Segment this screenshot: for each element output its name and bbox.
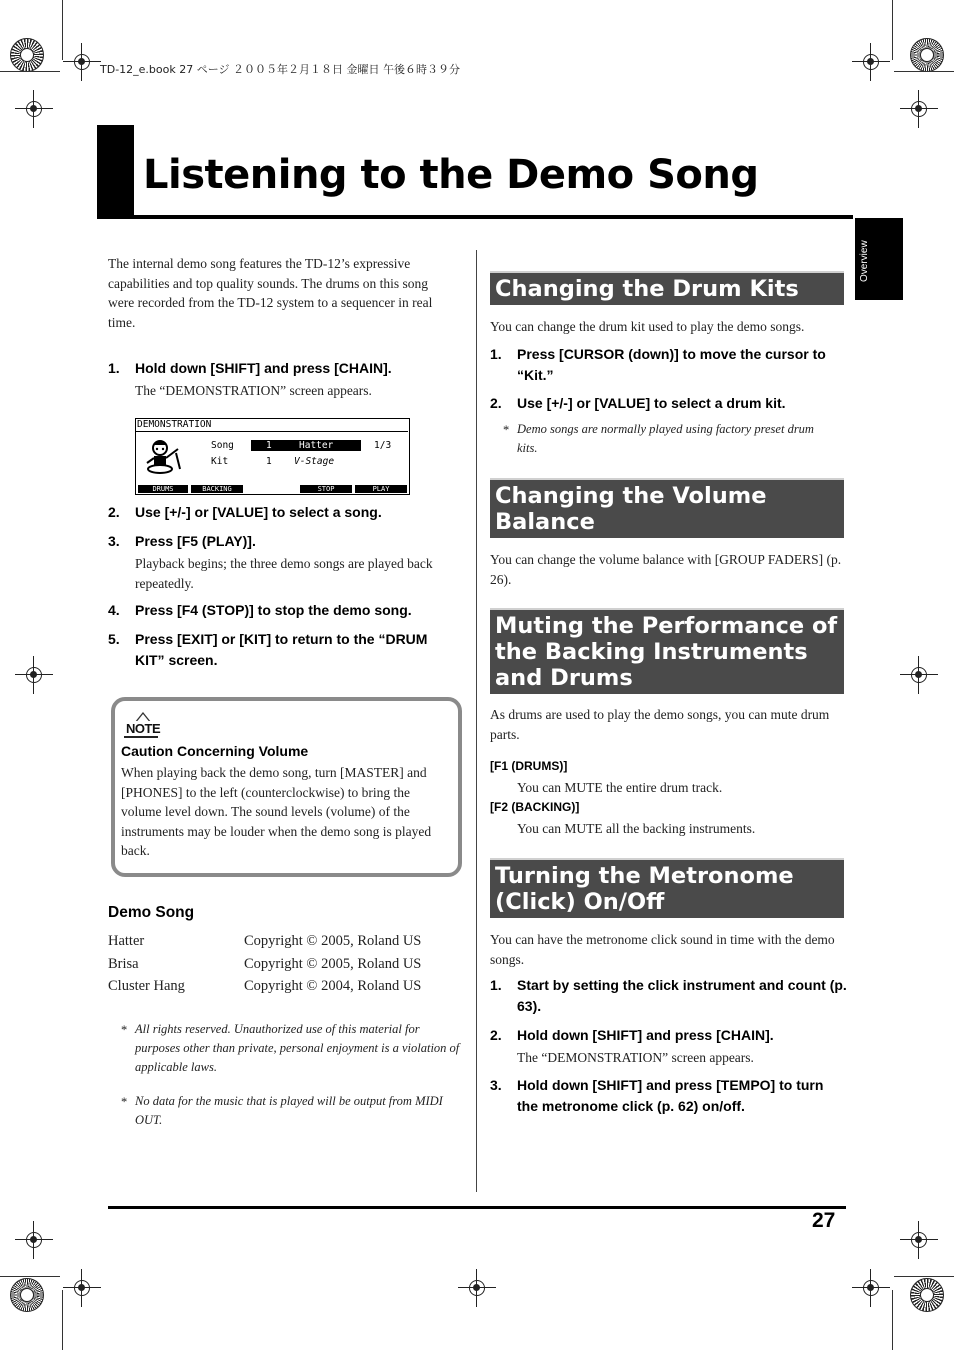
step-text: Press [EXIT] or [KIT] to return to the “DRUM KIT” screen.: [135, 631, 428, 668]
demo-song-heading: Demo Song: [108, 904, 195, 921]
crop-mark: [0, 1276, 60, 1277]
lcd-fkey-stop: STOP: [300, 485, 352, 493]
step-detail: The “DEMONSTRATION” screen appears.: [517, 1050, 754, 1065]
lcd-fkey-backing: BACKING: [191, 485, 243, 493]
section-heading: [490, 858, 844, 918]
page-number: 27: [812, 1209, 836, 1232]
lcd-fkey-drums: DRUMS: [138, 485, 188, 493]
note-heading: Caution Concerning Volume: [121, 743, 309, 759]
demo-song-row: [108, 930, 453, 953]
crosshair-mark-icon: [468, 1279, 486, 1297]
crosshair-mark-icon: [862, 53, 880, 71]
note-body: When playing back the demo song, turn [MASTER] and [PHONES] to the left (counterclockwise) to bring the volume level down. The sound levels (volume) of the instruments may be louder when the demo song is played back.: [121, 765, 432, 858]
title-rule: [97, 215, 853, 219]
demo-song-row: [108, 953, 453, 976]
side-tab-label: Overview: [859, 240, 870, 282]
crop-mark: [62, 0, 63, 60]
footnote-rights: All rights reserved. Unauthorized use of this material for purposes other than private, personal enjoyment is a violation of applicable laws.: [135, 1022, 460, 1074]
function-key-description: You can MUTE the entire drum track.: [517, 780, 723, 795]
crop-mark: [892, 0, 893, 60]
demo-song-list: [108, 930, 453, 998]
section-intro: You can change the volume balance with [GROUP FADERS] (p. 26).: [490, 552, 842, 587]
lcd-fkey-play: PLAY: [355, 485, 407, 493]
crosshair-mark-icon: [910, 666, 928, 684]
demo-song-name: Hatter: [108, 933, 145, 949]
crop-mark: [894, 71, 954, 72]
step-text: Start by setting the click instrument and count (p. 63).: [517, 977, 847, 1014]
section-heading: [490, 608, 844, 694]
demo-song-copyright: Copyright © 2004, Roland US: [244, 978, 422, 994]
crop-mark: [0, 71, 60, 72]
lcd-demonstration-screen: [135, 418, 410, 495]
step-detail: The “DEMONSTRATION” screen appears.: [135, 383, 372, 398]
step-number: 2.: [490, 395, 502, 411]
step-number: 3.: [108, 533, 120, 549]
step-text: Press [F5 (PLAY)].: [135, 533, 256, 549]
registration-rosette-icon: [910, 38, 944, 72]
step-text: Hold down [SHIFT] and press [CHAIN].: [517, 1027, 774, 1043]
lcd-song-count: 1/3: [374, 440, 392, 451]
section-intro: You can change the drum kit used to play the demo songs.: [490, 319, 805, 334]
step-text: Press [F4 (STOP)] to stop the demo song.: [135, 602, 412, 618]
note-underline: [124, 736, 158, 738]
note-icon: [124, 712, 162, 738]
demo-song-copyright: Copyright © 2005, Roland US: [244, 933, 422, 949]
lcd-song-number: 1: [266, 440, 272, 451]
lcd-kit-number: 1: [266, 456, 272, 467]
step-number: 2.: [108, 504, 120, 520]
step-detail: Playback begins; the three demo songs are played back repeatedly.: [135, 556, 433, 591]
section-heading: [490, 271, 844, 305]
step-number: 1.: [490, 977, 502, 993]
intro-paragraph: The internal demo song features the TD-12’s expressive capabilities and top quality sounds. The drums on this song were recorded from the TD-12 system to a sequencer in real time.: [108, 256, 433, 330]
demo-song-row: [108, 975, 453, 998]
lcd-song-label: Song: [211, 440, 234, 451]
crop-mark: [62, 1290, 63, 1350]
lcd-kit-label: Kit: [211, 456, 229, 467]
crosshair-mark-icon: [73, 1279, 91, 1297]
section-heading-text: Turning the Metronome (Click) On/Off: [495, 863, 794, 915]
section-heading-text: Changing the Drum Kits: [495, 276, 799, 302]
step-number: 1.: [108, 360, 120, 376]
step-number: 3.: [490, 1077, 502, 1093]
function-key-description: You can MUTE all the backing instruments.: [517, 821, 756, 836]
section-intro: You can have the metronome click sound in time with the demo songs.: [490, 932, 835, 967]
title-block: [97, 125, 134, 218]
step-text: Use [+/-] or [VALUE] to select a drum kit.: [517, 395, 786, 411]
step-number: 5.: [108, 631, 120, 647]
demo-song-name: Cluster Hang: [108, 978, 185, 994]
registration-rosette-icon: [910, 1278, 944, 1312]
footnote-asterisk: *: [121, 1023, 128, 1037]
registration-rosette-icon: [10, 38, 44, 72]
lcd-song-name: Hatter: [299, 440, 334, 451]
demo-song-copyright: Copyright © 2005, Roland US: [244, 955, 422, 972]
lcd-kit-name: V-Stage: [294, 456, 335, 467]
print-header: TD-12_e.book 27 ページ ２００５年２月１８日 金曜日 午後６時３９分: [100, 63, 460, 76]
function-key-label: [F2 (BACKING)]: [490, 800, 580, 814]
crop-mark: [892, 1290, 893, 1350]
section-side-tab: [855, 218, 903, 300]
page-title: Listening to the Demo Song: [143, 152, 759, 198]
lcd-divider: [136, 431, 408, 432]
footnote-asterisk: *: [121, 1095, 128, 1109]
function-key-label: [F1 (DRUMS)]: [490, 759, 568, 773]
step-text: Press [CURSOR (down)] to move the cursor to “Kit.”: [517, 346, 826, 383]
step-text: Use [+/-] or [VALUE] to select a song.: [135, 504, 382, 520]
note-asterisk: *: [503, 423, 510, 437]
crosshair-mark-icon: [25, 666, 43, 684]
registration-rosette-icon: [10, 1278, 44, 1312]
crosshair-mark-icon: [862, 1279, 880, 1297]
note-logo-text: NOTE: [126, 721, 161, 736]
crosshair-mark-icon: [910, 1231, 928, 1249]
footnote-midi: No data for the music that is played will be output from MIDI OUT.: [135, 1094, 443, 1127]
section-note: Demo songs are normally played using factory preset drum kits.: [517, 422, 814, 455]
step-number: 4.: [108, 602, 120, 618]
step-text: Hold down [SHIFT] and press [CHAIN].: [135, 360, 392, 376]
step-number: 2.: [490, 1027, 502, 1043]
section-heading: [490, 478, 844, 538]
step-number: 1.: [490, 346, 502, 362]
column-divider: [476, 250, 477, 1192]
crop-mark: [894, 1276, 954, 1277]
crosshair-mark-icon: [910, 100, 928, 118]
demo-song-name: Brisa: [108, 955, 139, 972]
section-heading-text: Changing the Volume Balance: [495, 483, 767, 535]
section-heading-text: Muting the Performance of the Backing Instruments and Drums: [495, 613, 838, 691]
drummer-icon: [144, 439, 184, 475]
crosshair-mark-icon: [25, 1231, 43, 1249]
crosshair-mark-icon: [25, 100, 43, 118]
section-intro: As drums are used to play the demo songs, you can mute drum parts.: [490, 707, 830, 742]
crosshair-mark-icon: [73, 53, 91, 71]
step-text: Hold down [SHIFT] and press [TEMPO] to turn the metronome click (p. 62) on/off.: [517, 1077, 824, 1114]
lcd-header: DEMONSTRATION: [137, 419, 212, 430]
footer-rule: [108, 1206, 846, 1209]
